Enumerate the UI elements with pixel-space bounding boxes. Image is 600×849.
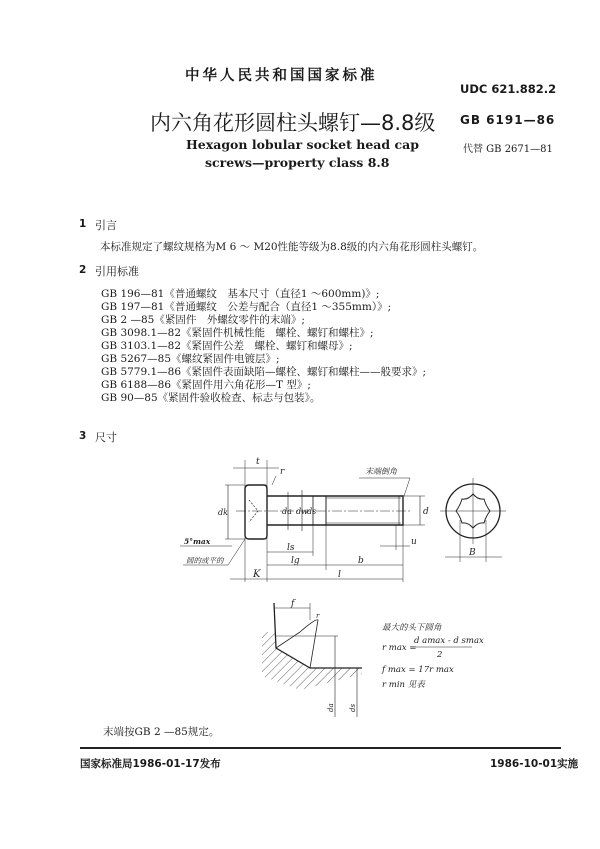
label-ds-detail: ds (349, 703, 357, 712)
label-ls: ls (287, 543, 295, 553)
section-title: 引用标准 (95, 265, 139, 278)
reference-item: GB 3098.1—82《紧固件机械性能 螺栓、螺钉和螺柱》; (101, 327, 374, 339)
label-K: K (253, 569, 261, 580)
label-t: t (256, 457, 260, 467)
formula-f-max: f max = 17r max (382, 665, 454, 675)
section-number: 2 (79, 264, 87, 276)
reference-item: GB 197—81《普通螺纹 公差与配合（直径1 ～355mm）》; (101, 301, 392, 313)
section-body: 本标准规定了螺纹规格为M 6 ～ M20性能等级为8.8级的内六角花形圆柱头螺钉。 (100, 241, 484, 253)
udc-number: UDC 621.882.2 (460, 82, 557, 96)
standard-number: GB 6191—86 (460, 113, 556, 127)
reference-item: GB 5779.1—86《紧固件表面缺陷—螺栓、螺钉和螺柱——般要求》; (101, 366, 427, 378)
label-dk: dk (218, 508, 228, 517)
label-angle: 5°max (184, 537, 211, 546)
label-r: r (280, 467, 285, 477)
effective-date: 1986-10-01实施 (490, 758, 579, 770)
label-da: da (282, 507, 292, 516)
label-end-chamfer: 末端倒角 (365, 467, 397, 476)
section-title: 尺寸 (95, 431, 117, 444)
reference-item: GB 3103.1—82《紧固件公差 螺栓、螺钉和螺母》; (101, 340, 353, 352)
document-title: 内六角花形圆柱头螺钉—8.8级 (150, 111, 436, 135)
label-B: B (469, 548, 476, 558)
label-dw: dw (296, 507, 308, 516)
end-note: 末端按GB 2 —85规定。 (103, 726, 220, 738)
reference-item: GB 2 —85《紧固件 外螺纹零件的末端》; (101, 314, 305, 326)
label-b: b (358, 556, 364, 566)
label-f: f (291, 599, 295, 609)
section-number: 1 (79, 218, 87, 230)
label-u: u (411, 537, 417, 547)
replaces-note: 代替 GB 2671—81 (463, 144, 553, 155)
label-ds: ds (307, 507, 317, 516)
national-standard-heading: 中华人民共和国国家标准 (185, 68, 378, 84)
reference-item: GB 6188—86《紧固件用六角花形—T 型》; (101, 379, 311, 391)
formula-r-min: r min 见表 (382, 680, 425, 690)
issue-date: 国家标准局1986-01-17发布 (80, 758, 221, 770)
label-d: d (423, 507, 429, 517)
label-l: l (338, 570, 341, 580)
label-r-detail: r (316, 612, 320, 620)
screw-head (245, 485, 267, 539)
section-number: 3 (79, 430, 87, 442)
english-title-line2: screws—property class 8.8 (205, 155, 390, 170)
formula-caption: 最大的头下圆角 (382, 623, 442, 633)
reference-item: GB 5267—85《螺纹紧固件电镀层》; (101, 353, 280, 365)
section-title: 引言 (95, 219, 117, 232)
label-round-or-flat: 圆的或平的 (186, 556, 224, 565)
formula-numerator: d amax - d smax (414, 636, 484, 646)
footer-rule (80, 747, 561, 749)
english-title-line1: Hexagon lobular socket head cap (186, 137, 419, 152)
formula-r-max: r max = (382, 643, 417, 653)
reference-item: GB 196—81《普通螺纹 基本尺寸（直径1 ～600mm)》; (101, 288, 380, 300)
label-lg: lg (291, 556, 300, 566)
formula-denominator: 2 (437, 650, 443, 660)
label-da-detail: da (327, 703, 335, 712)
reference-item: GB 90—85《紧固件验收检查、标志与包装》。 (101, 392, 321, 404)
